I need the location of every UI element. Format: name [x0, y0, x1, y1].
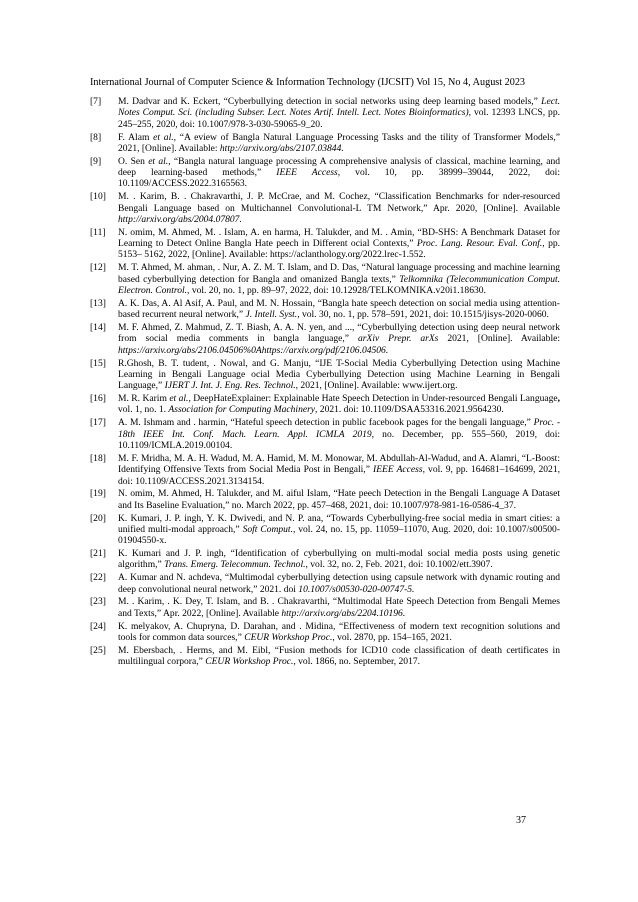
reference-segment: 2021, [Online]. Available:: [438, 333, 560, 345]
reference-segment: IEEE Access: [276, 167, 338, 179]
reference-item: [90, 488, 560, 511]
reference-number: [19]: [90, 488, 106, 500]
reference-segment: Association for Computing Machinery: [168, 404, 316, 416]
reference-text: [118, 393, 560, 416]
reference-segment: M. Dadvar and K. Eckert, “Cyberbullying detection in social networks using deep learning based models,”: [118, 96, 542, 107]
reference-item: [90, 322, 560, 356]
reference-number: [16]: [90, 393, 106, 405]
reference-number: [15]: [90, 357, 106, 369]
reference-segment: , vol. 1866, no. September, 2017.: [293, 656, 421, 668]
reference-number: [13]: [90, 297, 106, 309]
reference-segment: M. Ebersbach, . Herms, and M. Eibl, “Fusion methods for ICD10 code classification of death certificates in multilingual corpora,”: [118, 644, 560, 668]
reference-segment: R.Ghosh, B. T. tudent, . Nowal, and G. Manju, “IJE T-Social Media Cyberbullying Detection using Machine Learning in Bengali Language ocial Media Cyberbullying Detection using Machine Learning in Bengali Language,”: [118, 357, 560, 392]
reference-segment: https://arxiv.org/abs/2106.04506%0Ahttps://arxiv.org/pdf/2106.04506.: [118, 344, 389, 356]
reference-item: [90, 645, 560, 668]
reference-segment: K. Kumari and J. P. ingh, “Identification of cyberbullying on multi-modal social media posts using genetic algorithm,”: [118, 548, 560, 571]
reference-text: [118, 548, 560, 571]
reference-item: [90, 513, 560, 547]
reference-segment: A. K. Das, A. Al Asif, A. Paul, and M. N. Hossain, “Bangla hate speech detection on social media using attention-based recurrent neural network,”: [118, 297, 560, 321]
reference-segment: F. Alam: [118, 131, 154, 143]
reference-segment: , 2021, [Online]. Available: www.ijert.org.: [295, 380, 458, 392]
reference-number: [9]: [90, 155, 102, 167]
reference-text: [118, 572, 560, 595]
reference-segment: 10.1007/s00530-020-00747-5.: [298, 583, 415, 595]
reference-text: [118, 262, 560, 296]
reference-number: [23]: [90, 596, 106, 608]
reference-segment: et al.: [169, 393, 189, 405]
reference-segment: et al.: [148, 155, 169, 167]
reference-text: [118, 513, 560, 547]
reference-item: [90, 156, 560, 190]
reference-number: [10]: [90, 191, 106, 203]
reference-segment: CEUR Workshop Proc.: [244, 631, 333, 643]
reference-text: [118, 621, 560, 644]
reference-segment: CEUR Workshop Proc.: [205, 656, 294, 668]
reference-item: [90, 417, 560, 451]
reference-segment: , vol. 9, pp. 164681–164699, 2021, doi: 10.1109/ACCESS.2021.3134154.: [118, 464, 560, 487]
reference-item: [90, 393, 560, 416]
reference-segment: M. F. Mridha, M. A. H. Wadud, M. A. Hamid, M. M. Monowar, M. Abdullah-Al-Wadud, and A. Alamri, “L-Boost: Identifying Offensive Texts from Social Media Post in Bengali,”: [118, 452, 560, 476]
reference-text: [118, 596, 560, 619]
reference-item: [90, 572, 560, 595]
reference-number: [22]: [90, 572, 106, 584]
reference-number: [12]: [90, 262, 106, 274]
reference-segment: IJERT J. Int. J. Eng. Res. Technol.: [164, 380, 296, 392]
reference-segment: M. T. Ahmed, M. ahman, . Nur, A. Z. M. T. Islam, and D. Das, “Natural language processing and machine learning based cyberbullying detection for Bangla and omanized Bangla texts,”: [118, 262, 560, 285]
reference-segment: K. melyakov, A. Chupryna, D. Darahan, and . Midina, “Effectiveness of modern text recognition solutions and tools for common data sources,”: [118, 620, 560, 643]
reference-segment: M. R. Karim: [118, 393, 170, 405]
reference-segment: ,: [557, 393, 561, 405]
reference-item: [90, 548, 560, 571]
reference-item: [90, 621, 560, 644]
reference-segment: O. Sen: [118, 155, 149, 167]
reference-segment: IEEE Access: [373, 464, 423, 476]
reference-segment: et al.: [153, 131, 174, 143]
reference-segment: , no. December, pp. 555–560, 2019, doi: 10.1109/ICMLA.2019.00104.: [118, 428, 560, 451]
reference-item: [90, 596, 560, 619]
reference-segment: , vol. 12393 LNCS, pp. 245–255, 2020, doi: 10.1007/978-3-030-59065-9_20.: [118, 107, 560, 130]
reference-text: [118, 453, 560, 487]
reference-segment: M. F. Ahmed, Z. Mahmud, Z. T. Biash, A. A. N. yen, and ..., “Cyberbullying detection using deep neural network from social media comments in bangla language,”: [118, 322, 560, 345]
reference-segment: , DeepHateExplainer: Explainable Hate Speech Detection in Under-resourced Bengali Language: [188, 393, 558, 405]
reference-item: [90, 96, 560, 130]
reference-number: [20]: [90, 512, 106, 524]
reference-text: [118, 132, 560, 155]
reference-segment: , vol. 10, pp. 38999–39044, 2022, doi: 10.1109/ACCESS.2022.3165563.: [118, 167, 560, 190]
reference-number: [7]: [90, 96, 102, 107]
reference-segment: Trans. Emerg. Telecommun. Technol.: [164, 559, 306, 571]
reference-text: [118, 298, 560, 321]
reference-segment: Telkomnika (Telecommunication Comput. Electron. Control.: [118, 273, 561, 296]
reference-text: [118, 96, 560, 130]
reference-text: [118, 358, 560, 392]
reference-segment: A. M. Ishmam and . harmin, “Hateful speech detection in public facebook pages for the bengali language,”: [118, 417, 534, 429]
reference-text: [118, 417, 560, 451]
reference-text: [118, 156, 560, 190]
reference-item: [90, 227, 560, 261]
reference-item: [90, 453, 560, 487]
reference-segment: http://arxiv.org/abs/2004.07807.: [118, 213, 242, 225]
reference-segment: K. Kumari, J. P. ingh, Y. K. Dwivedi, and N. P. ana, “Towards Cyberbullying-free social media in smart cities: a unified multi-modal approach,”: [118, 512, 560, 535]
reference-segment: , vol. 2870, pp. 154–165, 2021.: [332, 631, 452, 643]
reference-segment: , vol. 24, no. 15, pp. 11059–11070, Aug. 2020, doi: 10.1007/s00500-01904550-x.: [118, 523, 560, 547]
reference-segment: N. omim, M. Ahmed, H. Talukder, and M. aiful Islam, “Hate peech Detection in the Bengali Language A Dataset and Its Baseline Evaluation,” no. March 2022, pp. 457–468, 2021, doi: 10.1007/978-981-16-0586-4_37.: [118, 488, 560, 511]
reference-segment: , 2021. doi: 10.1109/DSAA53316.2021.9564230.: [315, 404, 504, 416]
reference-number: [25]: [90, 644, 106, 656]
reference-segment: , vol. 20, no. 1, pp. 89–97, 2022, doi: 10.12928/TELKOMNIKA.v20i1.18630.: [187, 285, 486, 296]
reference-item: [90, 191, 560, 225]
reference-segment: Soft Comput.: [242, 523, 293, 535]
reference-segment: arXiv Prepr. arXs: [358, 333, 439, 345]
reference-segment: , “A eview of Bangla Natural Language Processing Tasks and the tility of Transformer Models,” 2021, [Online]. Available:: [118, 131, 560, 154]
reference-segment: , vol. 30, no. 1, pp. 578–591, 2021, doi: 10.1515/jisys-2020-0060.: [297, 309, 549, 321]
reference-segment: vol. 1, no. 1.: [118, 404, 169, 416]
reference-segment: J. Intell. Syst.: [245, 309, 298, 321]
page-number: 37: [516, 815, 526, 826]
reference-number: [21]: [90, 548, 106, 560]
reference-text: [118, 227, 560, 261]
reference-segment: A. Kumar and N. achdeva, “Multimodal cyberbullying detection using capsule network with dynamic routing and deep convolutional neural network,” 2021. doi: [118, 572, 560, 595]
reference-segment: Proc. Lang. Resour. Eval. Conf.: [416, 238, 543, 250]
reference-segment: M. . Karim, B. . Chakravarthi, J. P. McCrae, and M. Cochez, “Classification Benchmarks for nder-resourced Bengali Language based on Multichannel Convolutional-L TM Network,” Apr. 2020, [Online]. Available: [118, 191, 560, 214]
reference-segment: Lect. Notes Comput. Sci. (including Subser. Lect. Notes Artif. Intell. Lect. Notes Bioinformatics): [118, 96, 560, 119]
reference-segment: http://arxiv.org/abs/2107.03844.: [219, 142, 344, 154]
reference-item: [90, 358, 560, 392]
reference-number: [18]: [90, 452, 106, 464]
reference-text: [118, 191, 560, 225]
reference-segment: Proc. - 18th IEEE Int. Conf. Mach. Learn. Appl. ICMLA 2019: [118, 417, 561, 440]
reference-text: [118, 488, 560, 511]
reference-segment: N. omim, M. Ahmed, M. . Islam, A. en harma, H. Talukder, and M. . Amin, “BD-SHS: A Benchmark Dataset for Learning to Detect Online Bangla Hate peech in Different ocial Contexts,”: [118, 226, 560, 250]
reference-list: [90, 96, 560, 669]
reference-text: [118, 322, 560, 356]
reference-segment: , pp. 5153– 5162, 2022, [Online]. Available: https://aclanthology.org/2022.lrec-1.552.: [118, 238, 560, 261]
reference-number: [24]: [90, 620, 106, 632]
reference-segment: http://arxiv.org/abs/2204.10196.: [281, 607, 406, 619]
reference-number: [17]: [90, 417, 106, 429]
reference-segment: , “Bangla natural language processing A comprehensive analysis of classical, machine learning, and deep learning-based methods,”: [118, 155, 561, 179]
reference-segment: M. . Karim, . K. Dey, T. Islam, and B. . Chakravarthi, “Multimodal Hate Speech Detection from Bengali Memes and Texts,” Apr. 2022, [Online]. Available: [118, 596, 560, 619]
reference-item: [90, 262, 560, 296]
reference-item: [90, 132, 560, 155]
reference-text: [118, 645, 560, 668]
reference-number: [8]: [90, 131, 102, 143]
reference-number: [14]: [90, 322, 106, 334]
reference-item: [90, 298, 560, 321]
reference-number: [11]: [90, 226, 106, 238]
running-header: International Journal of Computer Science & Information Technology (IJCSIT) Vol 15, No 4, August 2023: [90, 77, 526, 88]
reference-segment: , vol. 32, no. 2, Feb. 2021, doi: 10.1002/ett.3907.: [305, 559, 493, 571]
